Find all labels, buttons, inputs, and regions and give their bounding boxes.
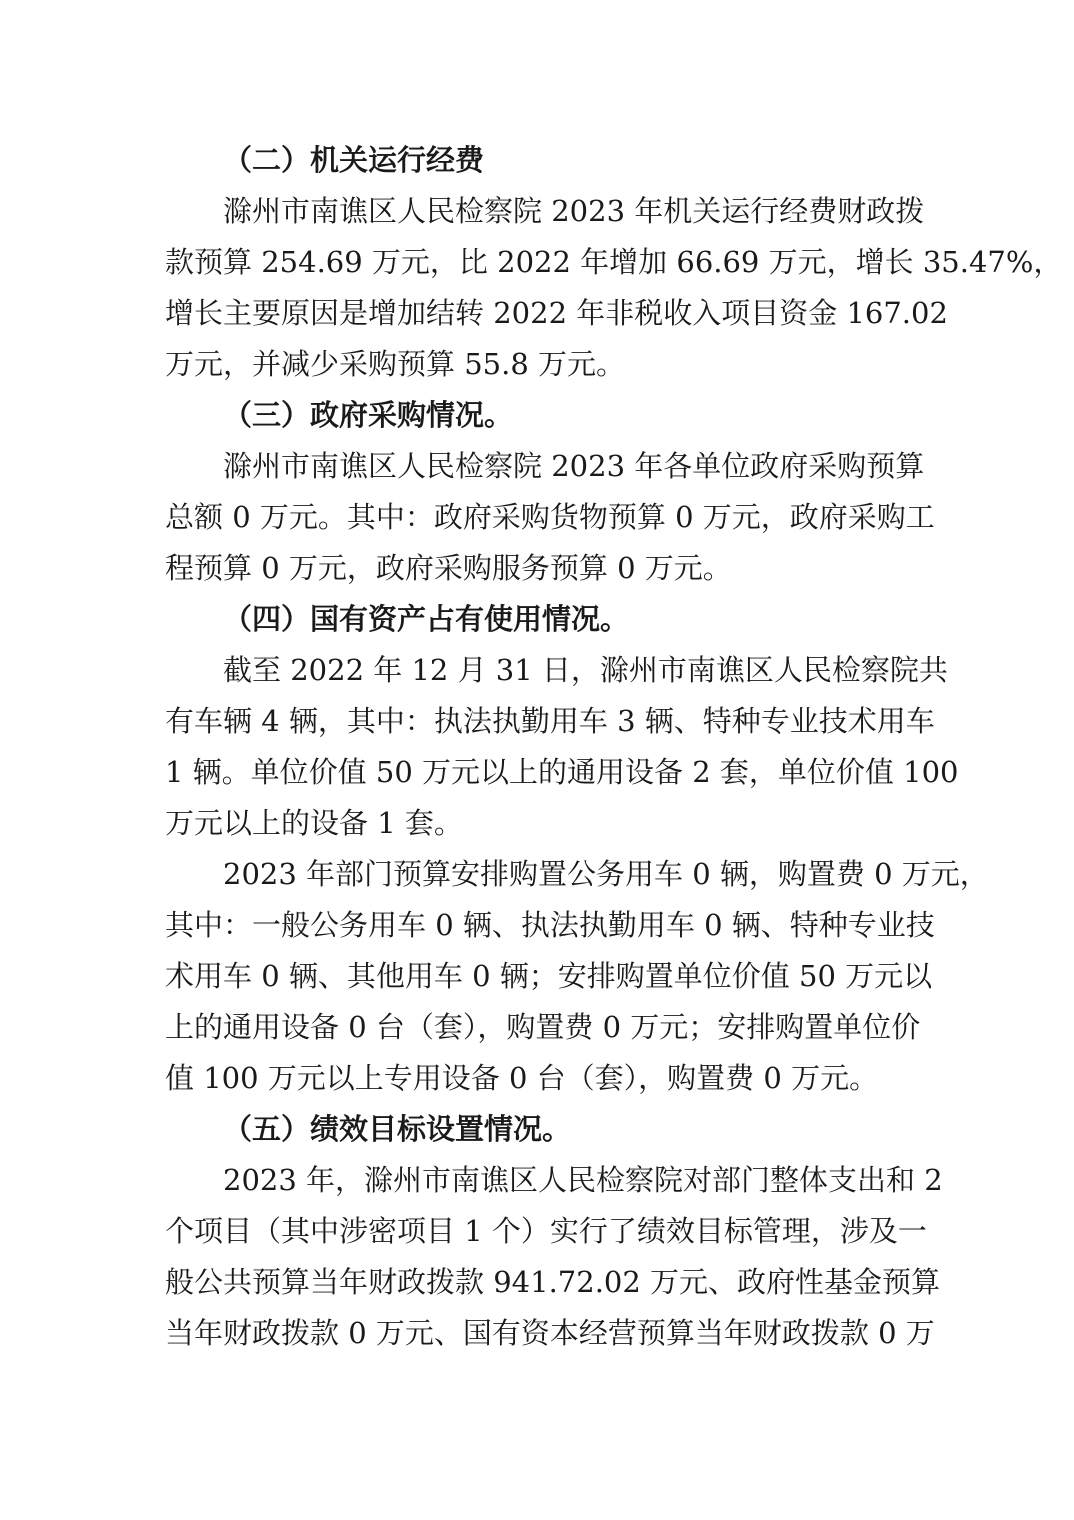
text-line: 滁州市南谯区人民检察院 2023 年各单位政府采购预算	[223, 449, 925, 483]
text-line: 总额 0 万元。其中：政府采购货物预算 0 万元，政府采购工	[165, 500, 935, 534]
text-line: 个项目（其中涉密项目 1 个）实行了绩效目标管理，涉及一	[165, 1214, 927, 1248]
text-line: 值 100 万元以上专用设备 0 台（套），购置费 0 万元。	[165, 1061, 879, 1095]
paragraph-state-assets	[165, 645, 959, 849]
text-line: 其中：一般公务用车 0 辆、执法执勤用车 0 辆、特种专业技	[165, 908, 935, 942]
text-line: 万元，并减少采购预算 55.8 万元。	[165, 347, 626, 381]
text-line: 2023 年，滁州市南谯区人民检察院对部门整体支出和 2	[223, 1163, 943, 1197]
paragraph-vehicle-purchase	[165, 849, 989, 1104]
section-heading-operating-expenses: （二）机关运行经费	[223, 143, 485, 177]
text-line: 1 辆。单位价值 50 万元以上的通用设备 2 套，单位价值 100	[165, 755, 959, 789]
text-line: 有车辆 4 辆，其中：执法执勤用车 3 辆、特种专业技术用车	[165, 704, 935, 738]
paragraph-performance-targets	[165, 1155, 943, 1359]
paragraph-operating-expenses	[165, 186, 1063, 390]
document-page	[165, 135, 1063, 1359]
paragraph-government-procurement	[165, 441, 935, 594]
text-line: 程预算 0 万元，政府采购服务预算 0 万元。	[165, 551, 732, 585]
text-line: 增长主要原因是增加结转 2022 年非税收入项目资金 167.02	[165, 296, 948, 330]
text-line: 般公共预算当年财政拨款 941.72.02 万元、政府性基金预算	[165, 1265, 941, 1299]
section-heading-performance-targets: （五）绩效目标设置情况。	[223, 1112, 572, 1146]
text-line: 术用车 0 辆、其他用车 0 辆；安排购置单位价值 50 万元以	[165, 959, 933, 993]
section-heading-state-assets: （四）国有资产占有使用情况。	[223, 602, 630, 636]
section-heading-government-procurement: （三）政府采购情况。	[223, 398, 514, 432]
text-line: 截至 2022 年 12 月 31 日，滁州市南谯区人民检察院共	[223, 653, 948, 687]
text-line: 款预算 254.69 万元，比 2022 年增加 66.69 万元，增长 35.47%，	[165, 245, 1063, 279]
text-line: 上的通用设备 0 台（套），购置费 0 万元；安排购置单位价	[165, 1010, 921, 1044]
text-line: 万元以上的设备 1 套。	[165, 806, 463, 840]
text-line: 当年财政拨款 0 万元、国有资本经营预算当年财政拨款 0 万	[165, 1316, 935, 1350]
text-line: 2023 年部门预算安排购置公务用车 0 辆，购置费 0 万元，	[223, 857, 989, 891]
text-line: 滁州市南谯区人民检察院 2023 年机关运行经费财政拨	[223, 194, 925, 228]
